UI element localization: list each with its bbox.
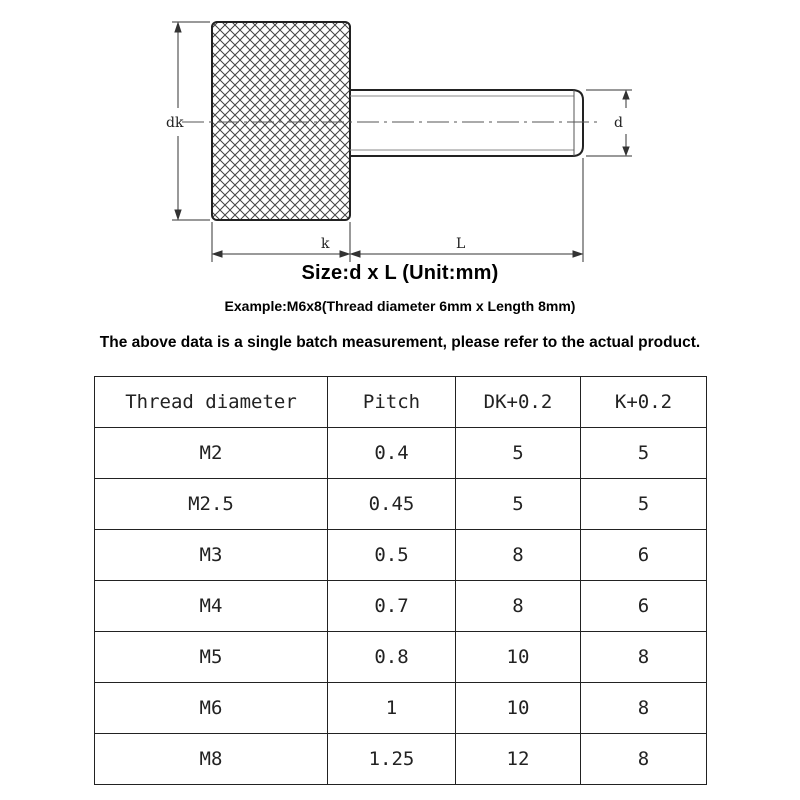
cell-pitch: 0.7 [328, 581, 456, 632]
cell-k: 6 [581, 581, 707, 632]
table-header-row [95, 377, 707, 428]
L-label: L [456, 236, 466, 252]
k-label: k [321, 236, 330, 252]
example-caption: Example:M6x8(Thread diameter 6mm x Length 8mm) [224, 298, 576, 314]
screw-head [212, 22, 350, 220]
cell-dk: 5 [456, 428, 581, 479]
table-row [95, 734, 707, 785]
table-row [95, 683, 707, 734]
header-dk: DK+0.2 [456, 377, 581, 428]
header-k: K+0.2 [581, 377, 707, 428]
note-caption: The above data is a single batch measurement, please refer to the actual product. [99, 334, 701, 351]
cell-thread-diameter: M5 [95, 632, 328, 683]
header-pitch: Pitch [328, 377, 456, 428]
cell-k: 6 [581, 530, 707, 581]
screw-shaft [350, 90, 583, 156]
cell-k: 8 [581, 734, 707, 785]
cell-dk: 8 [456, 581, 581, 632]
d-dimension [586, 90, 632, 156]
table-row [95, 479, 707, 530]
header-thread-diameter: Thread diameter [95, 377, 328, 428]
cell-thread-diameter: M3 [95, 530, 328, 581]
cell-pitch: 0.5 [328, 530, 456, 581]
cell-pitch: 0.4 [328, 428, 456, 479]
cell-k: 5 [581, 479, 707, 530]
cell-thread-diameter: M8 [95, 734, 328, 785]
cell-dk: 8 [456, 530, 581, 581]
dk-label: dk [166, 115, 184, 131]
size-caption: Size:d x L (Unit:mm) [301, 262, 499, 284]
table-row [95, 581, 707, 632]
cell-k: 5 [581, 428, 707, 479]
cell-dk: 12 [456, 734, 581, 785]
cell-dk: 10 [456, 632, 581, 683]
cell-thread-diameter: M6 [95, 683, 328, 734]
cell-thread-diameter: M2.5 [95, 479, 328, 530]
cell-thread-diameter: M2 [95, 428, 328, 479]
cell-pitch: 0.45 [328, 479, 456, 530]
cell-pitch: 1.25 [328, 734, 456, 785]
d-label: d [614, 115, 623, 131]
table-row [95, 428, 707, 479]
cell-pitch: 0.8 [328, 632, 456, 683]
table-row [95, 530, 707, 581]
cell-k: 8 [581, 632, 707, 683]
spec-table [94, 376, 707, 785]
cell-k: 8 [581, 683, 707, 734]
cell-pitch: 1 [328, 683, 456, 734]
cell-dk: 10 [456, 683, 581, 734]
cell-dk: 5 [456, 479, 581, 530]
thumb-screw-diagram [0, 0, 800, 262]
table-row [95, 632, 707, 683]
cell-thread-diameter: M4 [95, 581, 328, 632]
